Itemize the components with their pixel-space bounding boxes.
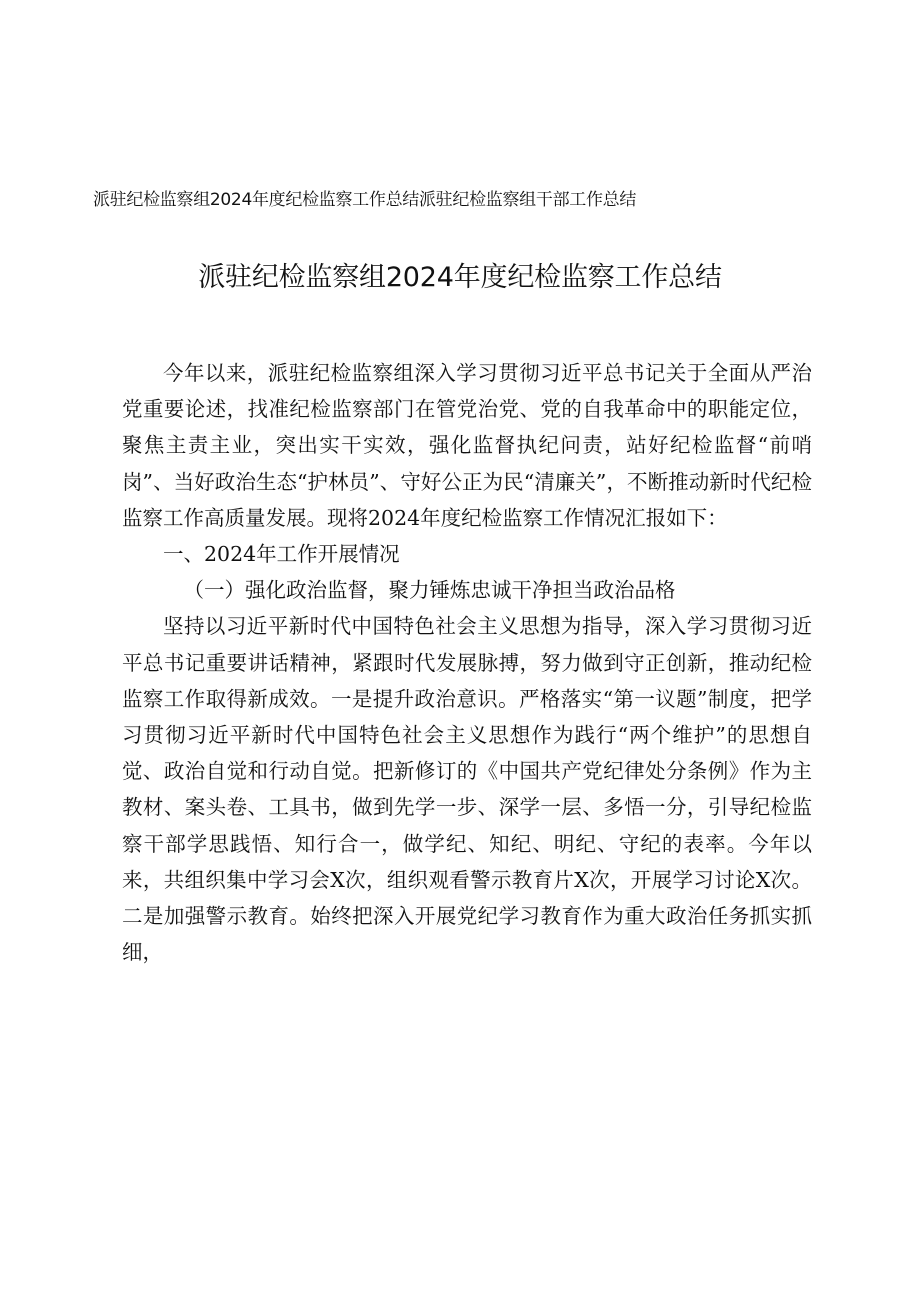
running-header-title: 派驻纪检监察组2024年度纪检监察工作总结派驻纪检监察组干部工作总结 <box>93 190 637 210</box>
document-body <box>122 355 812 970</box>
intro-paragraph: 今年以来，派驻纪检监察组深入学习贯彻习近平总书记关于全面从严治党重要论述，找准纪检监察部门在管党治党、党的自我革命中的职能定位，聚焦主责主业，突出实干实效，强化监督执纪问责，站好纪检监督“前哨岗”、当好政治生态“护林员”、守好公正为民“清廉关”，不断推动新时代纪检监察工作高质量发展。现将2024年度纪检监察工作情况汇报如下： <box>122 361 812 530</box>
subsection-paragraph: 坚持以习近平新时代中国特色社会主义思想为指导，深入学习贯彻习近平总书记重要讲话精神，紧跟时代发展脉搏，努力做到守正创新，推动纪检监察工作取得新成效。一是提升政治意识。严格落实“第一议题”制度，把学习贯彻习近平新时代中国特色社会主义思想作为践行“两个维护”的思想自觉、政治自觉和行动自觉。把新修订的《中国共产党纪律处分条例》作为主教材、案头卷、工具书，做到先学一步、深学一层、多悟一分，引导纪检监察干部学思践悟、知行合一，做学纪、知纪、明纪、守纪的表率。今年以来，共组织集中学习会X次，组织观看警示教育片X次，开展学习讨论X次。二是加强警示教育。始终把深入开展党纪学习教育作为重大政治任务抓实抓细， <box>122 614 812 965</box>
section-heading: 一、2024年工作开展情况 <box>163 542 400 567</box>
subsection-heading: （一）强化政治监督，聚力锤炼忠诚干净担当政治品格 <box>183 578 676 603</box>
document-title: 派驻纪检监察组2024年度纪检监察工作总结 <box>198 262 722 293</box>
